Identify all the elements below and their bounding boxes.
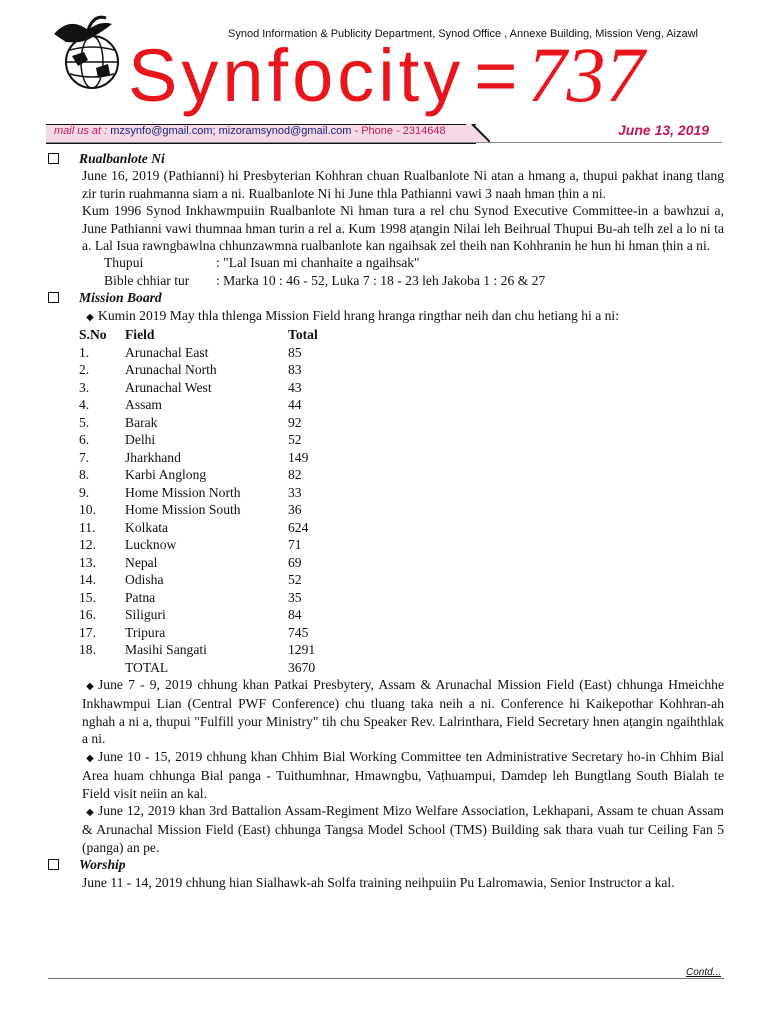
- row-total: 82: [288, 467, 302, 483]
- section-title: Worship: [79, 857, 126, 873]
- checkbox-bullet-icon: [48, 859, 59, 870]
- table-row: [79, 466, 348, 484]
- header-divider: [46, 142, 722, 143]
- section-heading-worship: [48, 856, 724, 873]
- department-address: Synod Information & Publicity Department, Synod Office , Annexe Building, Mission Veng, Aizawl: [228, 28, 698, 40]
- table-row: [79, 624, 348, 642]
- row-total: 85: [288, 344, 302, 360]
- row-sno: 3.: [79, 379, 90, 395]
- row-field: Jharkhand: [125, 449, 181, 465]
- row-total: 84: [288, 607, 302, 623]
- table-row: [79, 536, 348, 554]
- row-field: Arunachal North: [125, 362, 217, 378]
- table-row: [79, 571, 348, 589]
- row-field: Barak: [125, 414, 158, 430]
- continued-link[interactable]: Contd...: [686, 967, 722, 978]
- row-total: 44: [288, 397, 302, 413]
- contact-text: [54, 125, 446, 137]
- row-sno: 14.: [79, 572, 96, 588]
- table-row: [79, 501, 348, 519]
- table-row: [79, 519, 348, 537]
- contact-bar-slant: [466, 124, 490, 142]
- row-field: Nepal: [125, 554, 158, 570]
- row-field: Arunachal East: [125, 344, 209, 360]
- table-row: [79, 431, 348, 449]
- row-sno: 1.: [79, 344, 90, 360]
- row-total: 149: [288, 449, 309, 465]
- row-field: Kolkata: [125, 519, 169, 535]
- section-title: Rualbanlote Ni: [79, 151, 165, 166]
- row-total: 43: [288, 379, 302, 395]
- row-total: 36: [288, 502, 302, 518]
- mail-us-label: mail us at :: [54, 125, 108, 137]
- table-body: [79, 344, 348, 659]
- contact-bar: [46, 124, 490, 142]
- paragraph: Kum 1996 Synod Inkhawmpuiin Rualbanlote Ni hman tura a rel chu Synod Executive Committee-in a bawhzui a, June Pathianni vawi thumnaa hman turin a rel a. Kum 1998 aṭangin Nilai leh Beihrual Thupui Bu-ah telh zel a lo ni ta a. Lal Isua rawngbawlna chhunzawmna rualbanlote kan ngaihsak zel theih nan Kohhranin he hun hi hman ṭhin a ni.: [82, 203, 724, 254]
- bible-reading-row: [104, 272, 724, 289]
- thupui-value: : "Lal Isuan mi chanhaite a ngaihsak": [216, 255, 420, 271]
- thupui-label: Thupui: [104, 255, 144, 271]
- row-sno: 12.: [79, 537, 96, 553]
- row-total: 745: [288, 624, 309, 640]
- thupui-row: [104, 254, 724, 271]
- bullet-text: June 7 - 9, 2019 chhung khan Patkai Presbytery, Assam & Arunachal Mission Field (East) chhunga Hmeichhe Inkhawmpui Lian (Central PWF Conference) chu tluang taka neih a ni. Conference hi Kaikepothar Kohhran-ah nghah a ni a, thupui "Fulfill your Ministry" tih chu Speaker Rev. Lalrinthara, Field Secretary hnen aṭangin ngaihthlak a ni.: [82, 677, 724, 747]
- diamond-bullet-icon: ◆: [86, 806, 94, 818]
- row-sno: 7.: [79, 449, 90, 465]
- row-field: Siliguri: [125, 607, 166, 623]
- row-sno: 2.: [79, 362, 90, 378]
- table-header-row: [79, 326, 348, 344]
- row-sno: 15.: [79, 589, 96, 605]
- table-row: [79, 641, 348, 659]
- table-row: [79, 554, 348, 572]
- bullet-item: [82, 307, 724, 326]
- bullet-item: [82, 748, 724, 802]
- row-field: Patna: [125, 589, 156, 605]
- table-row: [79, 361, 348, 379]
- bullet-text: June 10 - 15, 2019 chhung khan Chhim Bial Working Committee ten Administrative Secretary ho-in Chhim Bial Area huam chhunga Bial panga - Tuithumhnar, Hmawngbu, Vaṭhuampui, Damdep leh Bungtlang South Bialah te Field visit neiin an kal.: [82, 748, 724, 801]
- row-total: 52: [288, 432, 302, 448]
- row-field: Home Mission South: [125, 502, 241, 518]
- table-row: [79, 606, 348, 624]
- row-sno: 8.: [79, 467, 90, 483]
- bullet-text: Kumin 2019 May thla thlenga Mission Field hrang hranga ringthar neih dan chu hetiang hi a ni:: [98, 307, 619, 323]
- phone-number: - Phone - 2314648: [354, 125, 446, 137]
- total-label: TOTAL: [125, 659, 169, 675]
- row-sno: 13.: [79, 554, 96, 570]
- diamond-bullet-icon: ◆: [86, 681, 94, 693]
- mission-field-table: [79, 326, 348, 676]
- row-field: Odisha: [125, 572, 164, 588]
- synod-globe-dove-logo-icon: [48, 12, 132, 96]
- row-field: Karbi Anglong: [125, 467, 207, 483]
- diamond-bullet-icon: ◆: [86, 311, 94, 323]
- table-row: [79, 589, 348, 607]
- row-field: Tripura: [125, 624, 166, 640]
- row-sno: 6.: [79, 432, 90, 448]
- row-sno: 17.: [79, 624, 96, 640]
- brand-equals: =: [474, 34, 518, 117]
- row-sno: 5.: [79, 414, 90, 430]
- checkbox-bullet-icon: [48, 292, 59, 303]
- row-field: Assam: [125, 397, 163, 413]
- diamond-bullet-icon: ◆: [86, 752, 94, 764]
- row-sno: 11.: [79, 519, 96, 535]
- row-field: Lucknow: [125, 537, 177, 553]
- row-total: 624: [288, 519, 309, 535]
- row-total: 33: [288, 484, 302, 500]
- brand-name: Synfocity: [128, 34, 465, 117]
- row-sno: 18.: [79, 642, 96, 658]
- row-sno: 10.: [79, 502, 96, 518]
- paragraph: June 16, 2019 (Pathianni) hi Presbyterian Kohhran chuan Rualbanlote Ni atan a hmang a, thupui pakhat inang tlang zir turin ruahmanna siam a ni. Rualbanlote Ni hi June thla Pathianni vawi 3 naah hman ṭhin a ni.: [82, 168, 724, 201]
- table-row: [79, 484, 348, 502]
- row-total: 1291: [288, 642, 316, 658]
- section-heading-mission-board: [48, 289, 724, 306]
- row-sno: 9.: [79, 484, 90, 500]
- row-total: 83: [288, 362, 302, 378]
- row-field: Masihi Sangati: [125, 642, 207, 658]
- newsletter-content: [48, 150, 724, 891]
- bible-reading-value: : Marka 10 : 46 - 52, Luka 7 : 18 - 23 leh Jakoba 1 : 26 & 27: [216, 272, 546, 288]
- table-row: [79, 344, 348, 362]
- bible-reading-label: Bible chhiar tur: [104, 272, 190, 288]
- bullet-text: June 12, 2019 khan 3rd Battalion Assam-Regiment Mizo Welfare Association, Lekhapani, Assam te chuan Assam & Arunachal Mission Field (East) chhunga Tangsa Model School (TMS) Building sak thara vuah tur Ceiling Fan 5 (panga) an pe.: [82, 802, 724, 855]
- issue-number: 737: [527, 31, 645, 118]
- row-field: Home Mission North: [125, 484, 241, 500]
- column-header-sno: S.No: [79, 327, 107, 343]
- table-row: [79, 449, 348, 467]
- table-total-row: [79, 659, 348, 677]
- column-header-total: Total: [288, 327, 318, 343]
- section-title: Mission Board: [79, 290, 162, 306]
- row-total: 92: [288, 414, 302, 430]
- total-spacer: [79, 659, 125, 677]
- checkbox-bullet-icon: [48, 153, 59, 164]
- row-sno: 4.: [79, 397, 90, 413]
- total-value: 3670: [288, 659, 316, 675]
- row-field: Arunachal West: [125, 379, 212, 395]
- bullet-item: [82, 676, 724, 748]
- table-row: [79, 379, 348, 397]
- footer-divider: [48, 978, 724, 979]
- paragraph: June 11 - 14, 2019 chhung hian Sialhawk-ah Solfa training neihpuiin Pu Lalromawia, Senior Instructor a kal.: [82, 874, 675, 890]
- bullet-item: [82, 802, 724, 856]
- table-row: [79, 414, 348, 432]
- section-heading-rualbanlote: [48, 150, 724, 167]
- issue-date: June 13, 2019: [618, 122, 710, 138]
- row-total: 35: [288, 589, 302, 605]
- column-header-field: Field: [125, 327, 155, 343]
- row-sno: 16.: [79, 607, 96, 623]
- row-field: Delhi: [125, 432, 156, 448]
- row-total: 52: [288, 572, 302, 588]
- row-total: 69: [288, 554, 302, 570]
- table-row: [79, 396, 348, 414]
- row-total: 71: [288, 537, 302, 553]
- email-addresses[interactable]: mzsynfo@gmail.com; mizoramsynod@gmail.com: [110, 125, 352, 137]
